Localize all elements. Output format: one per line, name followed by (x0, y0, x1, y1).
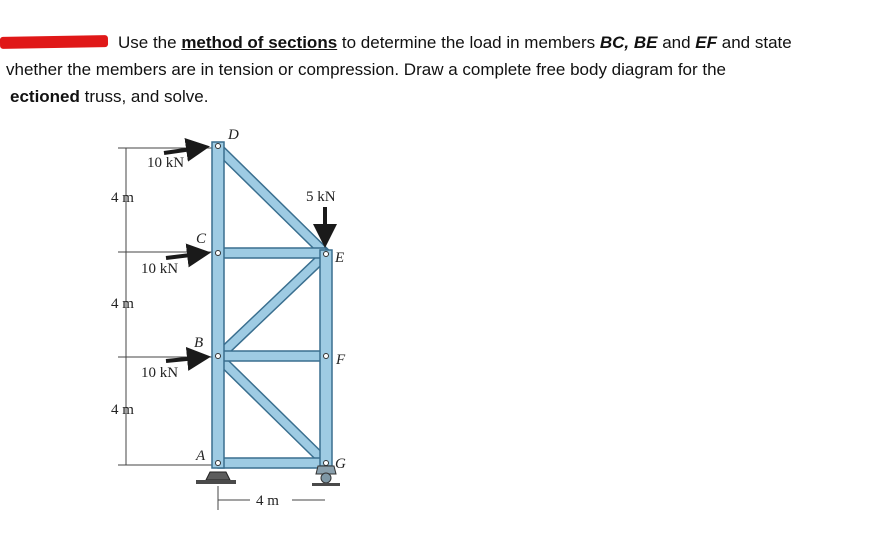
dim-label-middle: 4 m (111, 296, 134, 312)
line1-and: and (657, 33, 696, 52)
dim-label-bottom: 4 m (111, 402, 134, 418)
line3-rest: truss, and solve. (79, 87, 209, 106)
joint-label-b: B (194, 335, 204, 351)
line1-mid: to determine the load in members (337, 33, 600, 52)
joint-label-a: A (196, 448, 206, 464)
load-label-lower: 10 kN (141, 365, 179, 381)
load-label-vertical: 5 kN (306, 189, 336, 205)
line1-pre: Use the (118, 33, 182, 52)
line3-bold: ectioned (10, 87, 80, 106)
support-a (196, 472, 236, 484)
member-left-column (212, 142, 224, 468)
joint-label-g: G (335, 456, 346, 472)
member-ag (218, 458, 326, 468)
arrow-lower-load (166, 357, 207, 361)
member-bf (218, 351, 326, 361)
joint-label-c: C (196, 231, 207, 247)
joint-label-f: F (336, 352, 346, 368)
dim-label-horizontal: 4 m (256, 493, 279, 509)
load-label-middle: 10 kN (141, 261, 179, 277)
member-ef: EF (695, 33, 718, 52)
joint-label-e: E (335, 250, 345, 266)
members-bc-be: BC, BE (599, 33, 658, 52)
line1-post: and state (717, 33, 792, 52)
member-ce (218, 248, 326, 258)
joint-label-d: D (228, 127, 239, 143)
method-of-sections: method of sections (181, 33, 338, 52)
problem-line-2: vhether the members are in tension or compression. Draw a complete free body diagram for the (6, 60, 727, 79)
dim-label-top: 4 m (111, 190, 134, 206)
arrow-middle-load (166, 253, 207, 258)
load-label-top: 10 kN (147, 155, 185, 171)
